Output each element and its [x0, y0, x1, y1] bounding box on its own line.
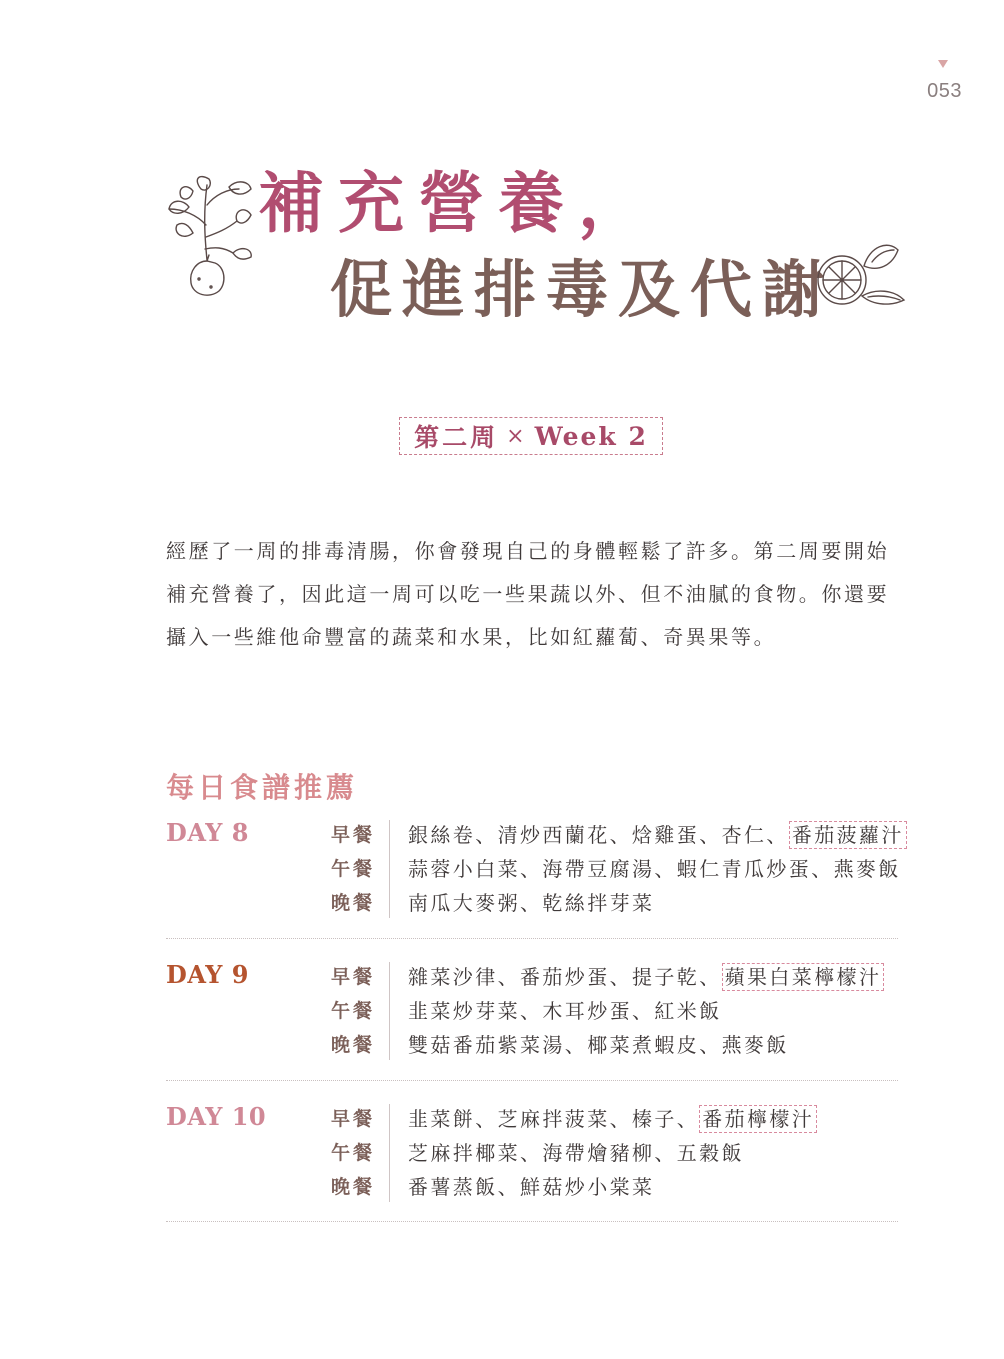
lunch-label: 午餐 — [331, 1000, 376, 1022]
intro-paragraph — [166, 538, 906, 667]
day-divider — [166, 1221, 898, 1222]
breakfast-item — [408, 960, 884, 994]
vertical-divider — [389, 1104, 390, 1202]
juice-highlight: 蘋果白菜檸檬汁 — [722, 963, 885, 991]
section-title: 每日食譜推薦 — [166, 771, 359, 804]
dinner-label: 晚餐 — [331, 892, 376, 914]
week-chinese: 第二周 — [414, 423, 499, 452]
lunch-label: 午餐 — [331, 858, 376, 880]
day-label: DAY 10 — [166, 1102, 267, 1131]
breakfast-item — [408, 818, 907, 852]
page-marker-triangle-icon — [938, 60, 948, 68]
week-badge — [399, 417, 663, 455]
breakfast-item — [408, 1102, 817, 1136]
day-label: DAY 9 — [166, 960, 249, 989]
dinner-item: 番薯蒸飯、鮮菇炒小棠菜 — [408, 1175, 655, 1199]
vertical-divider — [389, 820, 390, 918]
intro-line: 補充營養了，因此這一周可以吃一些果蔬以外、但不油膩的食物。你還要 — [166, 582, 890, 606]
vertical-divider — [389, 962, 390, 1060]
dinner-label: 晚餐 — [331, 1176, 376, 1198]
meal-labels — [331, 960, 375, 1062]
dinner-item: 雙菇番茄紫菜湯、椰菜煮蝦皮、燕麥飯 — [408, 1033, 789, 1057]
week-english: Week 2 — [534, 421, 648, 451]
day-divider — [166, 938, 898, 939]
page-title-line2: 促進排毒及代謝 — [330, 253, 835, 326]
breakfast-text: 韭菜餅、芝麻拌菠菜、榛子、 — [408, 1107, 700, 1131]
juice-highlight: 番茄檸檬汁 — [699, 1105, 817, 1133]
meal-items — [408, 818, 907, 920]
lunch-item: 韭菜炒芽菜、木耳炒蛋、紅米飯 — [408, 999, 722, 1023]
day-divider — [166, 1080, 898, 1081]
meal-labels — [331, 1102, 375, 1204]
meal-items — [408, 960, 884, 1062]
intro-line: 經歷了一周的排毒清腸，你會發現自己的身體輕鬆了許多。第二周要開始 — [166, 539, 890, 563]
breakfast-text: 雜菜沙律、番茄炒蛋、提子乾、 — [408, 965, 722, 989]
lemon-sprig-illustration-icon — [163, 175, 255, 300]
lunch-item: 芝麻拌椰菜、海帶燴豬柳、五穀飯 — [408, 1141, 744, 1165]
intro-line: 攝入一些維他命豐富的蔬菜和水果，比如紅蘿蔔、奇異果等。 — [166, 625, 777, 649]
breakfast-label: 早餐 — [331, 966, 376, 988]
juice-highlight: 番茄菠蘿汁 — [789, 821, 907, 849]
lemon-slice-illustration-icon — [812, 236, 906, 308]
meal-labels — [331, 818, 375, 920]
breakfast-label: 早餐 — [331, 1108, 376, 1130]
dinner-label: 晚餐 — [331, 1034, 376, 1056]
lunch-item: 蒜蓉小白菜、海帶豆腐湯、蝦仁青瓜炒蛋、燕麥飯 — [408, 857, 901, 881]
breakfast-text: 銀絲卷、清炒西蘭花、焓雞蛋、杏仁、 — [408, 823, 789, 847]
page-title-line1: 補充營養， — [258, 164, 658, 242]
breakfast-label: 早餐 — [331, 824, 376, 846]
dinner-item: 南瓜大麥粥、乾絲拌芽菜 — [408, 891, 655, 915]
week-separator: × — [506, 423, 527, 449]
page-number: 053 — [927, 80, 962, 102]
meal-items — [408, 1102, 817, 1204]
lunch-label: 午餐 — [331, 1142, 376, 1164]
day-label: DAY 8 — [166, 818, 249, 847]
